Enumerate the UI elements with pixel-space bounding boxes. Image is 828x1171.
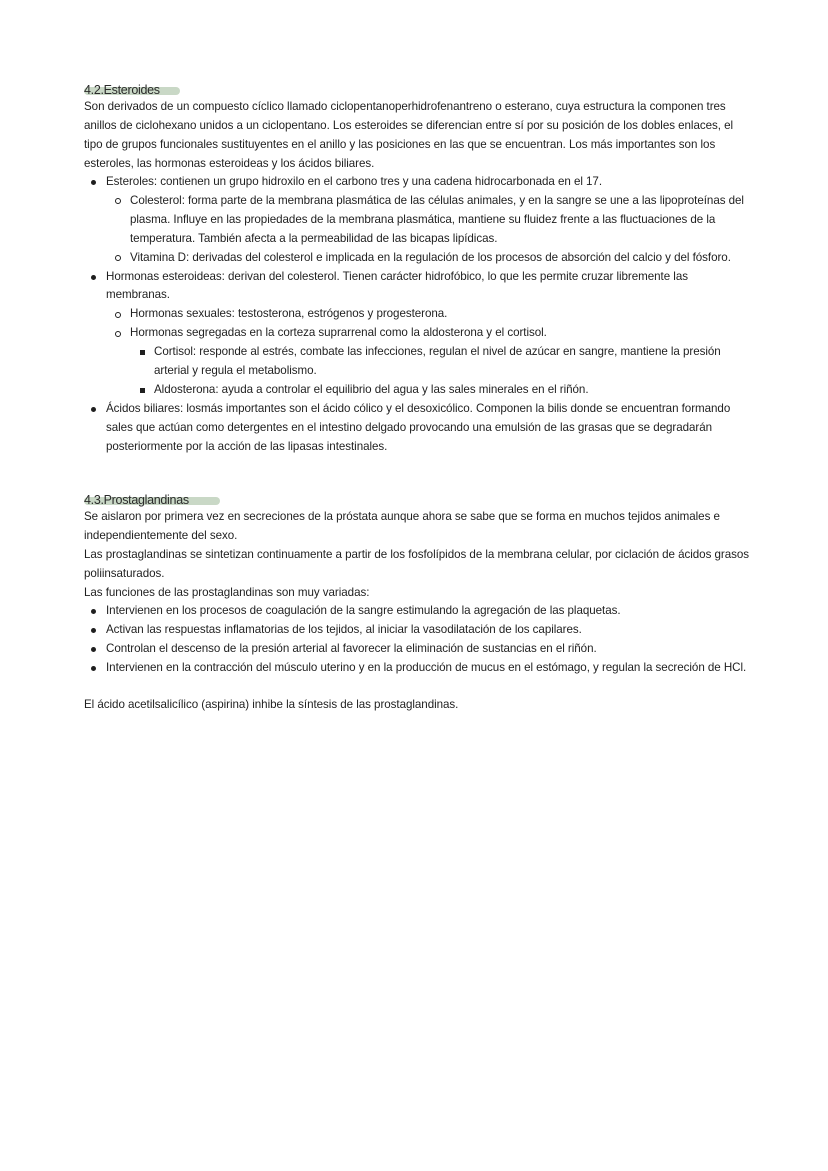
esteroides-list: [84, 173, 754, 457]
list-item-text: Cortisol: responde al estrés, combate las infecciones, regulan el nivel de azúcar en sangre, mantiene la presión arterial y regula el metabolismo.: [154, 345, 721, 378]
esteroides-intro: Son derivados de un compuesto cíclico llamado ciclopentanoperhidrofenantreno o esterano, cuya estructura la componen tres anillos de ciclohexano unidos a un ciclopentano. Los esteroides se diferencian entre sí por su posición de los dobles enlaces, el tipo de grupos funcionales sustituyentes en el anillo y las posiciones en las que se encuentran. Los más importantes son los esteroles, las hormonas esteroideas y los ácidos biliares.: [84, 100, 734, 170]
list-item-hormonas-suprarrenales: [106, 324, 754, 400]
list-item-text: Hormonas sexuales: testosterona, estrógenos y progesterona.: [130, 307, 448, 321]
list-item-inflamatorias: [84, 621, 754, 640]
prostaglandinas-para-3: Las funciones de las prostaglandinas son muy variadas:: [84, 586, 370, 599]
list-item-text: Aldosterona: ayuda a controlar el equilibrio del agua y las sales minerales en el riñón.: [154, 382, 589, 396]
list-item-text: Esteroles: contienen un grupo hidroxilo en el carbono tres y una cadena hidrocarbonada en el 17.: [106, 175, 603, 188]
prostaglandinas-closing: El ácido acetilsalicílico (aspirina) inhibe la síntesis de las prostaglandinas.: [84, 698, 459, 711]
heading-text: 4.2.Esteroides: [84, 83, 160, 97]
list-item-colesterol: [106, 192, 754, 249]
list-item-text: Intervienen en los procesos de coagulación de la sangre estimulando la agregación de las plaquetas.: [106, 604, 621, 617]
prostaglandinas-para-1: Se aislaron por primera vez en secreciones de la próstata aunque ahora se sabe que se forma en muchos tejidos animales e independientemente del sexo.: [84, 510, 720, 542]
heading-text: 4.3.Prostaglandinas: [84, 493, 189, 507]
list-item-coagulacion: [84, 602, 754, 621]
list-item-presion-arterial: [84, 640, 754, 659]
list-item-text: Colesterol: forma parte de la membrana plasmática de las células animales, y en la sangre se une a las lipoproteínas del plasma. Influye en las propiedades de la membrana plasmática, mantiene su fluidez frente a las fluctuaciones de la temperatura. También afecta a la permeabilidad de las bicapas lipídicas.: [130, 193, 744, 245]
list-item-hormonas-sexuales: [106, 305, 754, 324]
list-item-text: Intervienen en la contracción del músculo uterino y en la producción de mucus en el estómago, y regulan la secreción de HCl.: [106, 660, 747, 674]
list-item-vitamina-d: [106, 249, 754, 268]
list-item-text: Hormonas esteroideas: derivan del colesterol. Tienen carácter hidrofóbico, lo que les permite cruzar libremente las membranas.: [106, 269, 688, 302]
list-item-text: Ácidos biliares: losmás importantes son el ácido cólico y el desoxicólico. Componen la bilis donde se encuentran formando sales que actúan como detergentes en el intestino delgado provocando una emulsión de las grasas que se degradarán posteriormente por la acción de las lipasas intestinales.: [106, 401, 731, 453]
prostaglandinas-para-2: Las prostaglandinas se sintetizan continuamente a partir de los fosfolípidos de la membrana celular, por ciclación de ácidos grasos poliinsaturados.: [84, 548, 749, 580]
list-item-text: Vitamina D: derivadas del colesterol e implicada en la regulación de los procesos de absorción del calcio y del fósforo.: [130, 250, 731, 264]
esteroles-sublist: [106, 192, 754, 268]
list-item-cortisol: [130, 343, 754, 381]
list-item-musculo-uterino: [84, 659, 754, 678]
suprarrenales-sublist: [130, 343, 754, 400]
list-item-hormonas-esteroideas: [84, 268, 754, 400]
hormonas-sublist: [106, 305, 754, 400]
list-item-text: Hormonas segregadas en la corteza suprarrenal como la aldosterona y el cortisol.: [130, 326, 547, 340]
list-item-acidos-biliares: [84, 400, 754, 457]
list-item-text: Activan las respuestas inflamatorias de los tejidos, al iniciar la vasodilatación de los capilares.: [106, 622, 582, 636]
list-item-text: Controlan el descenso de la presión arterial al favorecer la eliminación de sustancias en el riñón.: [106, 641, 597, 655]
list-item-aldosterona: [130, 381, 754, 400]
list-item-esteroles: [84, 173, 754, 268]
prostaglandinas-list: [84, 602, 754, 678]
section-heading-prostaglandinas: [84, 493, 189, 508]
section-heading-esteroides: [84, 83, 160, 98]
